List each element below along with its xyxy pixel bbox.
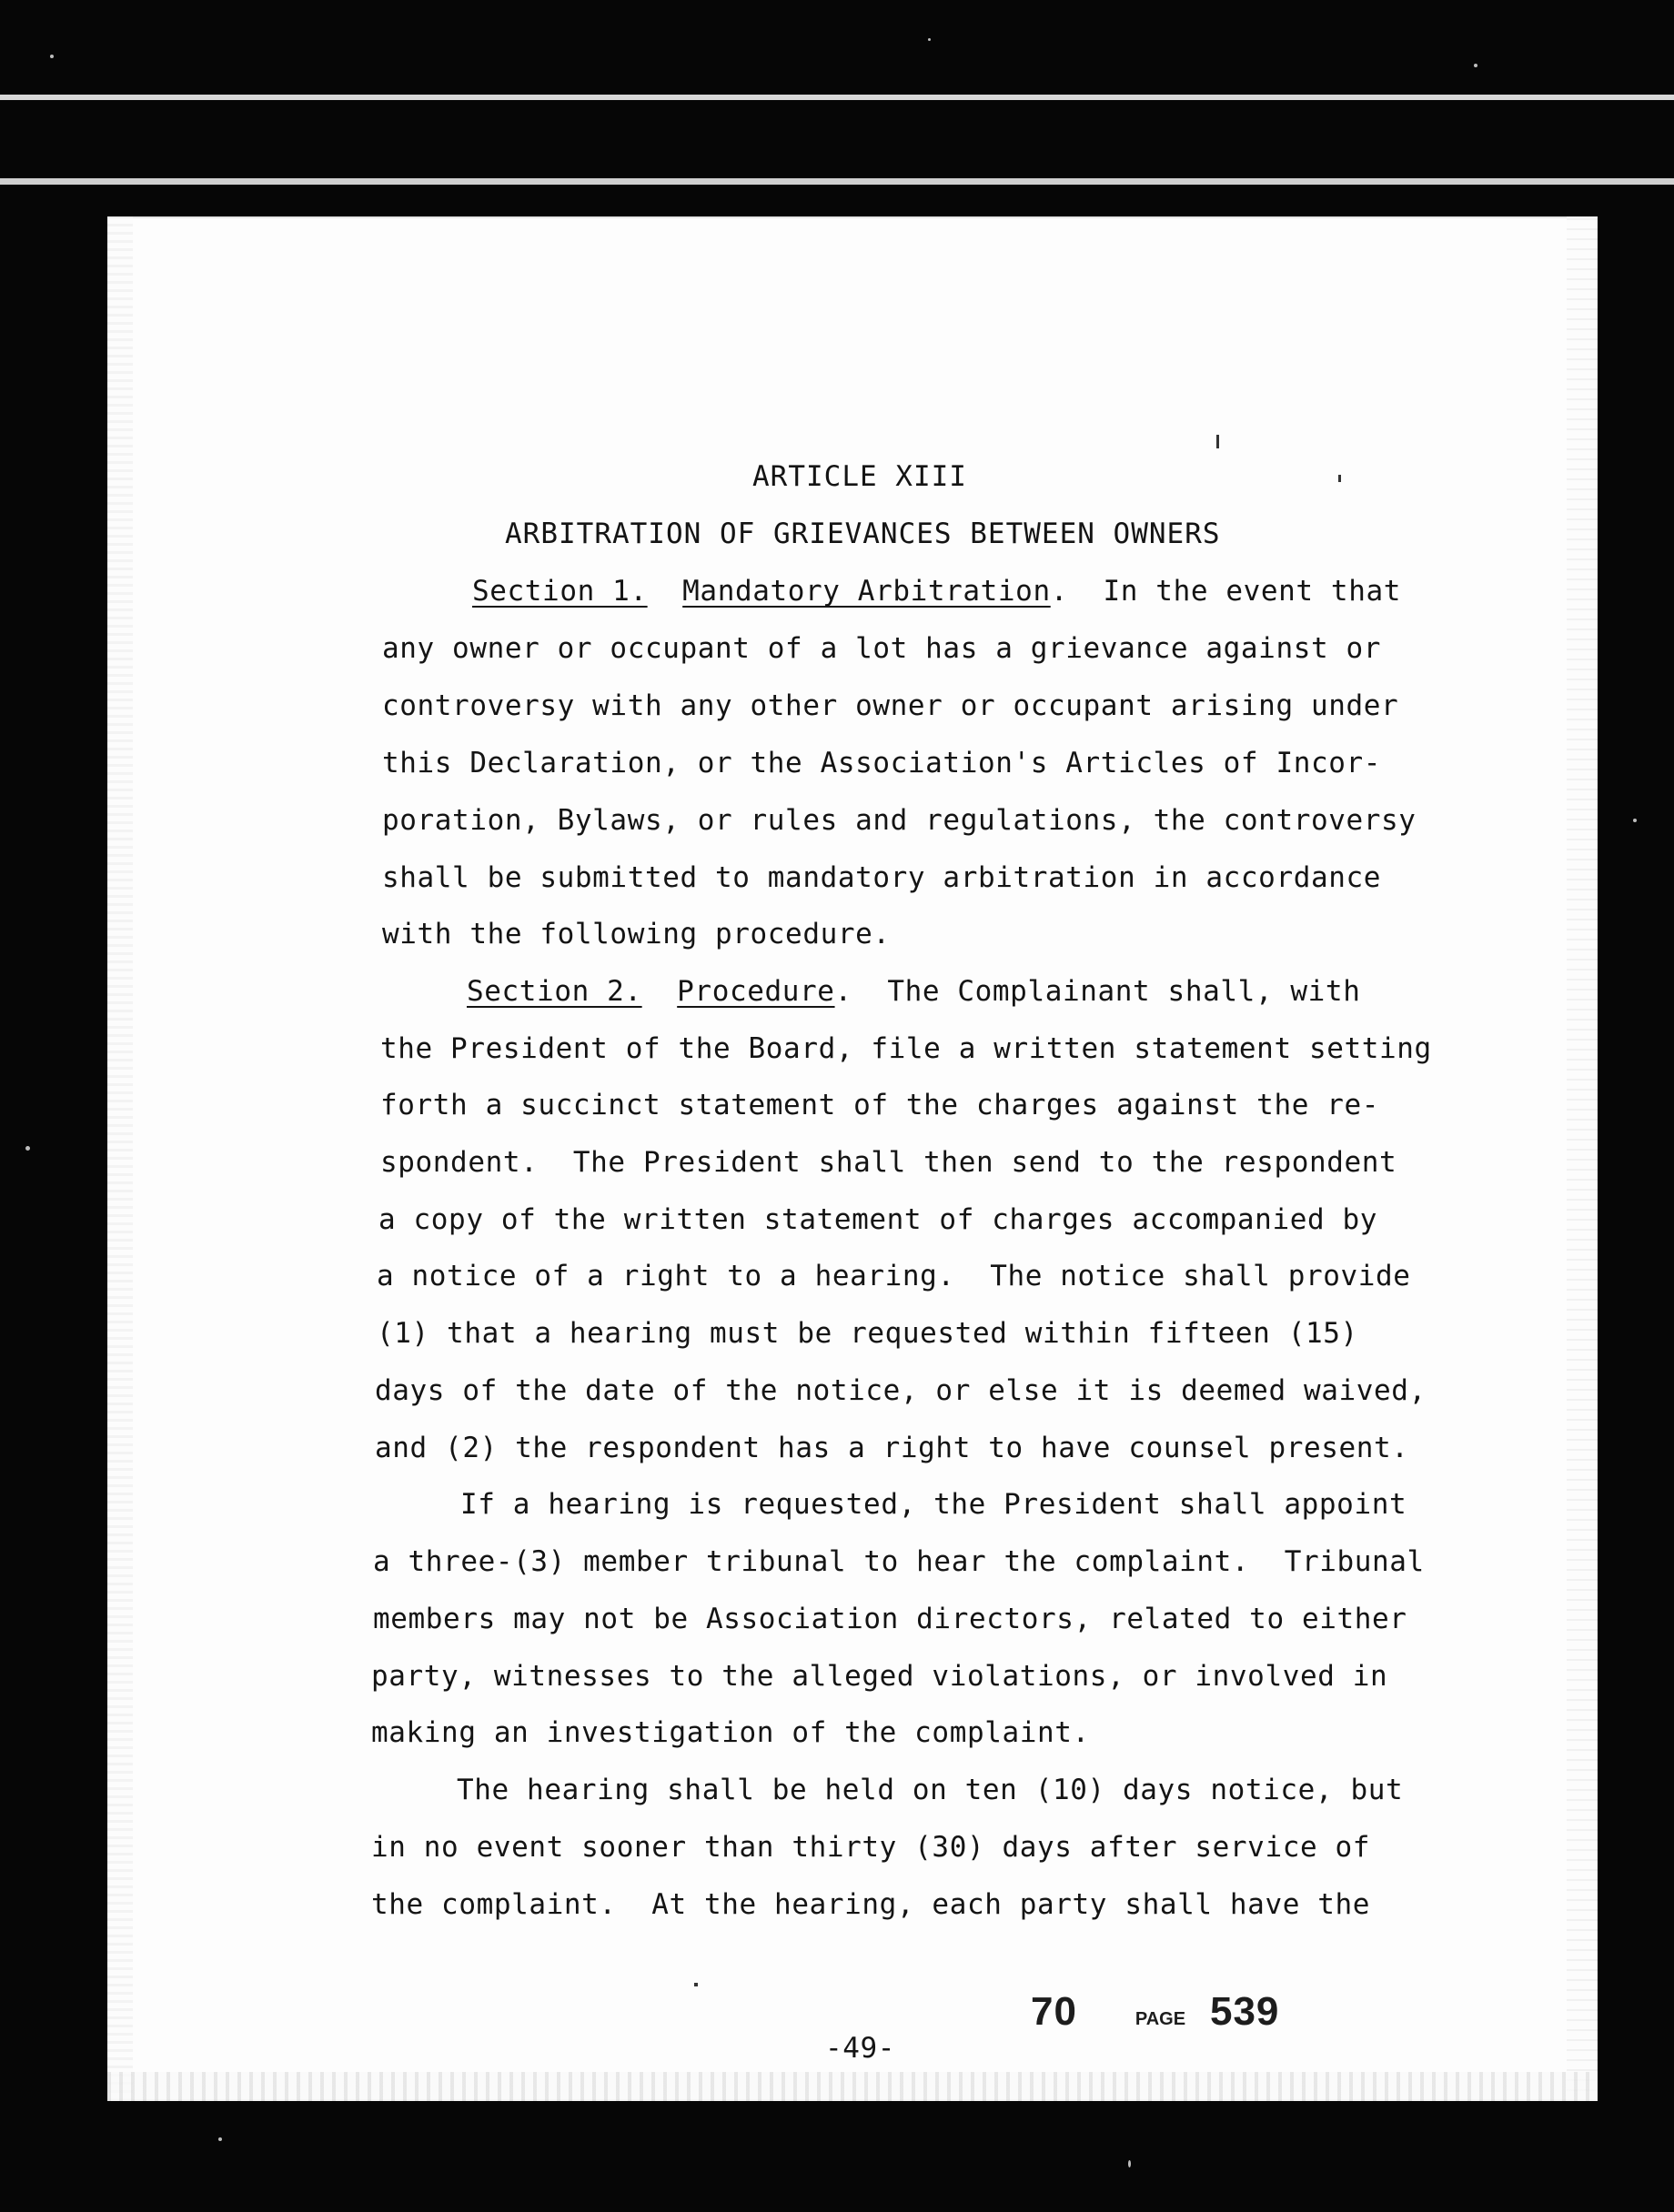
body-line: a three-(3) member tribunal to hear the complaint. Tribunal — [373, 1545, 1425, 1578]
recording-book-number: 70 — [1031, 1989, 1077, 2034]
body-line: If a hearing is requested, the President shall appoint — [460, 1488, 1407, 1521]
scan-noise — [1474, 64, 1477, 67]
section-1-first-line — [472, 575, 1401, 608]
section-2-first-line-rest: . The Complainant shall, with — [834, 975, 1361, 1008]
body-line: (1) that a hearing must be requested within fifteen (15) — [377, 1317, 1358, 1350]
body-line: with the following procedure. — [382, 918, 891, 950]
scan-noise — [928, 38, 931, 41]
section-2-label: Section 2. — [467, 975, 642, 1008]
article-title: ARBITRATION OF GRIEVANCES BETWEEN OWNERS — [505, 518, 1221, 550]
body-line: shall be submitted to mandatory arbitration in accordance — [382, 861, 1382, 894]
body-line: making an investigation of the complaint. — [371, 1716, 1090, 1749]
body-line: days of the date of the notice, or else it is deemed waived, — [375, 1374, 1427, 1407]
body-line: poration, Bylaws, or rules and regulations, the controversy — [382, 804, 1417, 837]
body-line: a notice of a right to a hearing. The notice shall provide — [377, 1260, 1411, 1292]
body-line: and (2) the respondent has a right to have counsel present. — [375, 1432, 1409, 1464]
scan-noise — [1128, 2160, 1131, 2167]
document-page — [107, 216, 1598, 2101]
page-number: -49- — [825, 2032, 896, 2065]
scan-noise — [1633, 819, 1637, 822]
body-line: forth a succinct statement of the charges against the re- — [380, 1089, 1380, 1121]
body-line: party, witnesses to the alleged violations, or involved in — [371, 1660, 1388, 1693]
recording-page-number: 539 — [1209, 1989, 1280, 2034]
body-line: the complaint. At the hearing, each party shall have the — [371, 1888, 1371, 1921]
scan-border-line — [0, 178, 1674, 185]
body-line: spondent. The President shall then send to the respondent — [380, 1146, 1397, 1179]
document-text — [107, 216, 1598, 2101]
scan-noise — [218, 2137, 222, 2141]
body-line: the President of the Board, file a written statement setting — [380, 1032, 1432, 1065]
scan-noise — [25, 1146, 30, 1151]
body-line: The hearing shall be held on ten (10) days notice, but — [457, 1774, 1404, 1806]
body-line: any owner or occupant of a lot has a grievance against or — [382, 632, 1382, 665]
section-2-first-line — [467, 975, 1361, 1008]
body-line: a copy of the written statement of charges accompanied by — [378, 1203, 1378, 1236]
body-line: this Declaration, or the Association's Articles of Incor- — [382, 747, 1382, 779]
recording-stamp — [1031, 1989, 1279, 2035]
recording-page-label: PAGE — [1134, 2009, 1186, 2029]
section-1-label: Section 1. — [472, 575, 648, 608]
article-heading: ARTICLE XIII — [752, 460, 967, 493]
body-line: controversy with any other owner or occupant arising under — [382, 689, 1399, 722]
section-1-heading: Mandatory Arbitration — [682, 575, 1051, 608]
section-2-heading: Procedure — [677, 975, 835, 1008]
scan-border-line — [0, 95, 1674, 100]
body-line: in no event sooner than thirty (30) days after service of — [371, 1831, 1371, 1864]
scan-noise — [50, 55, 54, 58]
section-1-first-line-rest: . In the event that — [1050, 575, 1401, 608]
body-line: members may not be Association directors, related to either — [373, 1603, 1407, 1635]
